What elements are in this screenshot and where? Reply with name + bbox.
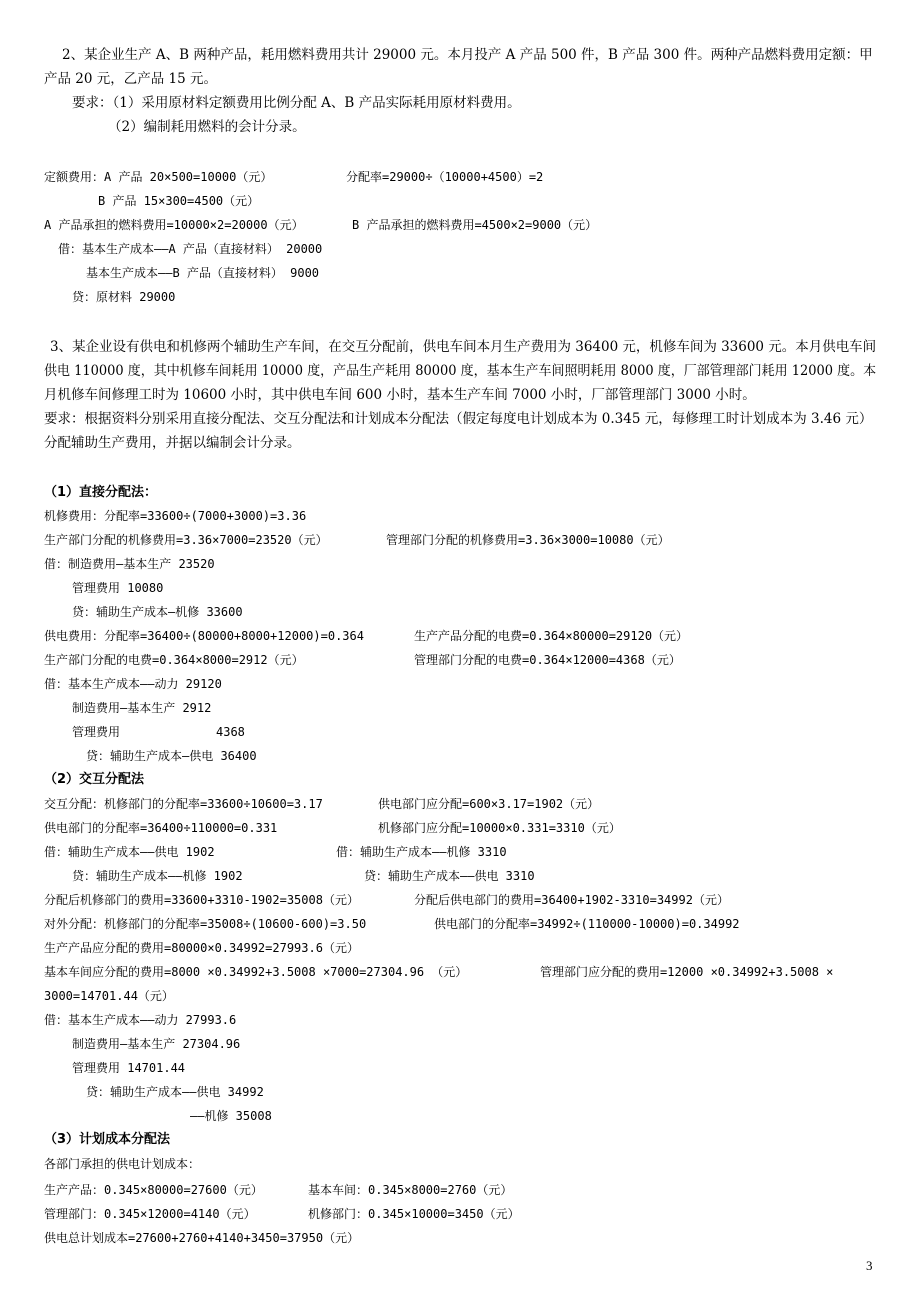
direct-line-6b: 生产产品分配的电费=0.364×80000=29120（元）	[414, 629, 689, 643]
q2-quota-b: B 产品 15×300=4500（元）	[98, 194, 260, 208]
mutual-line-1b: 供电部门应分配=600×3.17=1902（元）	[378, 797, 600, 811]
q2-cost-b: B 产品承担的燃料费用=4500×2=9000（元）	[352, 218, 598, 232]
mutual-line-7: 生产产品应分配的费用=80000×0.34992=27993.6（元）	[44, 941, 359, 955]
q2-journal-debit-a: 借：基本生产成本——A 产品（直接材料） 20000	[58, 242, 323, 256]
direct-journal-1: 借：制造费用—基本生产 23520	[44, 557, 215, 571]
direct-line-2a: 生产部门分配的机修费用=3.36×7000=23520（元）	[44, 533, 328, 547]
direct-journal-4: 借：基本生产成本——动力 29120	[44, 677, 222, 691]
mutual-line-2a: 供电部门的分配率=36400÷110000=0.331	[44, 821, 278, 835]
mutual-line-2b: 机修部门应分配=10000×0.331=3310（元）	[378, 821, 621, 835]
planned-line-3a: 管理部门：0.345×12000=4140（元）	[44, 1207, 256, 1221]
mutual-journal-2a: 贷：辅助生产成本——机修 1902	[72, 869, 243, 883]
q3-text-line-1: 3、某企业设有供电和机修两个辅助生产车间，在交互分配前，供电车间本月生产费用为 36400 元，机修车间为 33600 元。本月供电车间	[50, 339, 877, 355]
q2-requirement-2: （2）编制耗用燃料的会计分录。	[108, 119, 306, 135]
direct-line-7b: 管理部门分配的电费=0.364×12000=4368（元）	[414, 653, 681, 667]
direct-method-heading: （1）直接分配法：	[44, 485, 158, 500]
mutual-journal-1b: 借：辅助生产成本——机修 3310	[336, 845, 507, 859]
mutual-journal-5: 管理费用 14701.44	[72, 1061, 186, 1075]
direct-journal-6-amount: 4368	[216, 725, 245, 739]
q2-journal-debit-b: 基本生产成本——B 产品（直接材料） 9000	[86, 266, 320, 280]
mutual-journal-2b: 贷：辅助生产成本——供电 3310	[364, 869, 535, 883]
direct-journal-2: 管理费用 10080	[72, 581, 164, 595]
direct-journal-6-label: 管理费用	[72, 725, 121, 739]
q2-text-line-2: 产品 20 元，乙产品 15 元。	[44, 71, 218, 87]
mutual-line-1a: 交互分配：机修部门的分配率=33600÷10600=3.17	[44, 797, 323, 811]
direct-line-6a: 供电费用：分配率=36400÷(80000+8000+12000)=0.364	[44, 629, 364, 643]
planned-line-3b: 机修部门：0.345×10000=3450（元）	[308, 1207, 520, 1221]
q2-requirement-1: 要求：（1）采用原材料定额费用比例分配 A、B 产品实际耗用原材料费用。	[72, 95, 521, 111]
direct-line-1: 机修费用：分配率=33600÷(7000+3000)=3.36	[44, 509, 307, 523]
mutual-journal-3: 借：基本生产成本——动力 27993.6	[44, 1013, 237, 1027]
mutual-line-5a: 分配后机修部门的费用=33600+3310-1902=35008（元）	[44, 893, 359, 907]
direct-journal-5: 制造费用—基本生产 2912	[72, 701, 212, 715]
mutual-line-5b: 分配后供电部门的费用=36400+1902-3310=34992（元）	[414, 893, 729, 907]
q2-rate: 分配率=29000÷（10000+4500）=2	[346, 170, 544, 184]
direct-journal-7: 贷：辅助生产成本—供电 36400	[86, 749, 257, 763]
planned-line-1: 各部门承担的供电计划成本：	[44, 1157, 201, 1171]
direct-line-2b: 管理部门分配的机修费用=3.36×3000=10080（元）	[386, 533, 670, 547]
q2-journal-credit: 贷：原材料 29000	[72, 290, 176, 304]
page-number: 3	[866, 1258, 873, 1273]
q2-cost-a: A 产品承担的燃料费用=10000×2=20000（元）	[44, 218, 304, 232]
q2-quota-a: 定额费用：A 产品 20×500=10000（元）	[44, 170, 273, 184]
mutual-journal-1a: 借：辅助生产成本——供电 1902	[44, 845, 215, 859]
direct-journal-3: 贷：辅助生产成本—机修 33600	[72, 605, 243, 619]
q3-requirement-1: 要求：根据资料分别采用直接分配法、交互分配法和计划成本分配法（假定每度电计划成本为 0.345 元，每修理工时计划成本为 3.46 元）	[44, 411, 873, 427]
q2-text-line-1: 2、某企业生产 A、B 两种产品，耗用燃料费用共计 29000 元。本月投产 A 产品 500 件，B 产品 300 件。两种产品燃料费用定额：甲	[62, 47, 873, 63]
mutual-line-6b: 供电部门的分配率=34992÷(110000-10000)=0.34992	[434, 917, 740, 931]
mutual-method-heading: （2）交互分配法	[44, 772, 145, 787]
mutual-journal-7: ——机修 35008	[190, 1109, 272, 1123]
mutual-line-8b: 管理部门应分配的费用=12000 ×0.34992+3.5008 ×	[540, 965, 834, 979]
q3-text-line-3: 月机修车间修理工时为 10600 小时，其中供电车间 600 小时，基本生产车间 7000 小时，厂部管理部门 3000 小时。	[44, 387, 756, 403]
q3-requirement-2: 分配辅助生产费用，并据以编制会计分录。	[44, 435, 301, 451]
planned-line-4: 供电总计划成本=27600+2760+4140+3450=37950（元）	[44, 1231, 360, 1245]
mutual-line-9: 3000=14701.44（元）	[44, 989, 174, 1003]
planned-line-2b: 基本车间：0.345×8000=2760（元）	[308, 1183, 513, 1197]
mutual-line-8a: 基本车间应分配的费用=8000 ×0.34992+3.5008 ×7000=27304.96 （元）	[44, 965, 468, 979]
q3-text-line-2: 供电 110000 度，其中机修车间耗用 10000 度，产品生产耗用 80000 度，基本生产车间照明耗用 8000 度，厂部管理部门耗用 12000 度。本	[44, 363, 877, 379]
planned-line-2a: 生产产品：0.345×80000=27600（元）	[44, 1183, 263, 1197]
mutual-journal-4: 制造费用—基本生产 27304.96	[72, 1037, 241, 1051]
direct-line-7a: 生产部门分配的电费=0.364×8000=2912（元）	[44, 653, 304, 667]
mutual-line-6a: 对外分配：机修部门的分配率=35008÷(10600-600)=3.50	[44, 917, 367, 931]
mutual-journal-6: 贷：辅助生产成本——供电 34992	[86, 1085, 264, 1099]
planned-method-heading: （3）计划成本分配法	[44, 1132, 171, 1147]
